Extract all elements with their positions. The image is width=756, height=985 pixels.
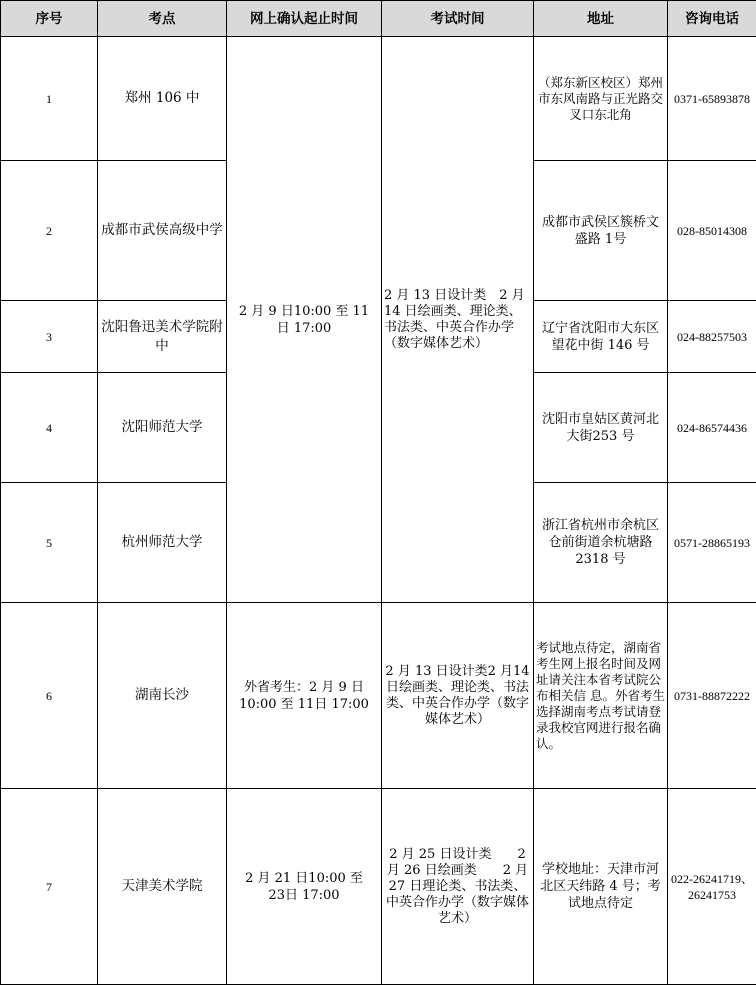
- row-phone: 0571-28865193: [668, 483, 756, 603]
- row-no: 6: [1, 603, 98, 789]
- row-site: 湖南长沙: [98, 603, 227, 789]
- row-phone: 0731-88872222: [668, 603, 756, 789]
- table-row: [1, 789, 756, 985]
- row-phone: 0371-65893878: [668, 37, 756, 161]
- row-site: 沈阳鲁迅美术学院附中: [98, 301, 227, 373]
- row-address: 沈阳市皇姑区黄河北大街253 号: [534, 373, 668, 483]
- row-address: 成都市武侯区簇桥文盛路 1号: [534, 161, 668, 301]
- row-no: 2: [1, 161, 98, 301]
- row-phone: 024-88257503: [668, 301, 756, 373]
- row-address: 辽宁省沈阳市大东区望花中街 146 号: [534, 301, 668, 373]
- header-site: 考点: [98, 1, 227, 37]
- header-confirm-time: 网上确认起止时间: [227, 1, 382, 37]
- row-confirm-time: 外省考生：2 月 9 日 10:00 至 11日 17:00: [227, 603, 382, 789]
- row-no: 7: [1, 789, 98, 985]
- row-exam-time: 2 月 13 日设计类2 月14日绘画类、理论类、书法类、中英合作办学（数字媒体艺术）: [382, 603, 534, 789]
- row-no: 1: [1, 37, 98, 161]
- table-row: [1, 603, 756, 789]
- row-address: 学校地址：天津市河北区天纬路 4 号；考试地点待定: [534, 789, 668, 985]
- row-site: 成都市武侯高级中学: [98, 161, 227, 301]
- row-no: 5: [1, 483, 98, 603]
- row-address: 浙江省杭州市余杭区仓前街道余杭塘路 2318 号: [534, 483, 668, 603]
- header-address: 地址: [534, 1, 668, 37]
- row-phone: 028-85014308: [668, 161, 756, 301]
- row-site: 天津美术学院: [98, 789, 227, 985]
- header-phone: 咨询电话: [668, 1, 756, 37]
- header-no: 序号: [1, 1, 98, 37]
- row-address: （郑东新区校区）郑州市东风南路与正光路交叉口东北角: [534, 37, 668, 161]
- row-address: 考试地点待定，湖南省考生网上报名时间及网址请关注本省考试院公布相关信 息。外省考生选择湖南考点考试请登录我校官网进行报名确认。: [534, 603, 668, 789]
- row-phone: 024-86574436: [668, 373, 756, 483]
- row-site: 杭州师范大学: [98, 483, 227, 603]
- header-row: [1, 1, 756, 37]
- header-exam-time: 考试时间: [382, 1, 534, 37]
- confirm-time-rows-1-5: 2 月 9 日10:00 至 11日 17:00: [227, 37, 382, 603]
- row-confirm-time: 2 月 21 日10:00 至 23日 17:00: [227, 789, 382, 985]
- exam-time-rows-1-5: 2 月 13 日设计类 2 月 14 日绘画类、理论类、书法类、中英合作办学（数字媒体艺术）: [382, 37, 534, 603]
- row-site: 沈阳师范大学: [98, 373, 227, 483]
- row-no: 3: [1, 301, 98, 373]
- table-row: [1, 37, 756, 161]
- row-no: 4: [1, 373, 98, 483]
- row-exam-time: 2 月 25 日设计类 2 月 26 日绘画类 2 月 27 日理论类、书法类、中英合作办学（数字媒体艺术）: [382, 789, 534, 985]
- row-site: 郑州 106 中: [98, 37, 227, 161]
- row-phone: 022-26241719、26241753: [668, 789, 756, 985]
